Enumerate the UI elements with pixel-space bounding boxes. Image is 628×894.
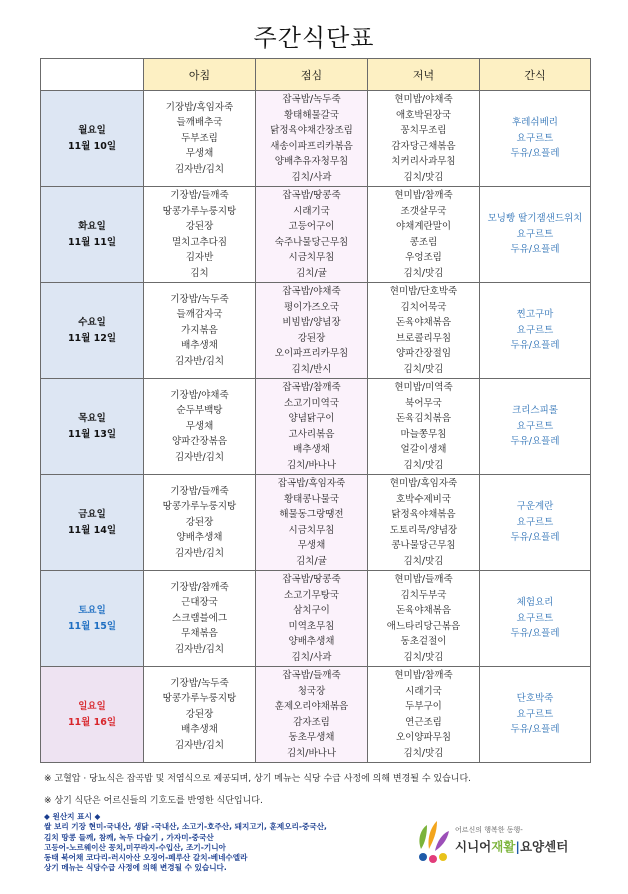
breakfast-item: 근대장국 (181, 597, 218, 609)
lunch-item: 오이파프리카무침 (274, 348, 349, 359)
corner-cell (41, 59, 144, 91)
lunch-item: 평이가즈오국 (283, 301, 340, 313)
lunch-item: 소고기미역국 (283, 397, 340, 409)
brand-logo (415, 817, 605, 867)
day-cell (41, 475, 144, 571)
snack-cell (480, 187, 591, 283)
origin-line: 고등어-노르웨이산 꽁치,미꾸라지-수입산, 조기-기니아 (44, 842, 226, 852)
day-name: 수요일 (78, 317, 106, 328)
snack-item: 요구르트 (516, 228, 554, 240)
snack-item: 두유/요플레 (510, 244, 560, 256)
lunch-item: 고사리볶음 (288, 428, 335, 440)
day-date: 11월 15일 (67, 620, 117, 632)
day-row (41, 187, 591, 283)
day-cell (41, 283, 144, 379)
lunch-item: 고등어구이 (288, 221, 335, 232)
brand-name-sep: | (515, 839, 520, 854)
lunch-item: 김치/사과 (291, 651, 332, 663)
day-date: 11월 12일 (67, 332, 117, 344)
lunch-item: 양념닭구이 (288, 413, 335, 424)
dinner-item: 김치/맛김 (403, 459, 444, 471)
lunch-item: 황태해물갈국 (283, 109, 340, 121)
day-row (41, 379, 591, 475)
lunch-item: 강된장 (297, 332, 326, 344)
lunch-item: 비빔밥/양념장 (282, 317, 341, 328)
dinner-item: 돈육야채볶음 (395, 317, 452, 328)
day-name: 월요일 (78, 125, 106, 136)
lunch-cell (256, 91, 368, 187)
breakfast-item: 김자반/김치 (174, 355, 225, 367)
dinner-item: 치커리사과무침 (391, 156, 456, 167)
snack-item: 단호박죽 (516, 693, 554, 705)
lunch-item: 잡곡밥/땅콩죽 (282, 190, 341, 201)
dinner-item: 연근조림 (405, 716, 442, 728)
dinner-item: 돈육야채볶음 (395, 605, 452, 616)
day-row (41, 91, 591, 187)
dinner-item: 김치어묵국 (400, 301, 447, 313)
snack-cell (480, 667, 591, 763)
day-cell (41, 667, 144, 763)
breakfast-item: 기장밥/녹두죽 (170, 293, 229, 305)
dinner-item: 애느타리당근볶음 (386, 620, 461, 632)
lunch-item: 김치/바나나 (286, 459, 337, 471)
snack-item: 요구르트 (516, 612, 554, 624)
dinner-item: 호박수제비국 (395, 493, 452, 505)
page-title: 주간식단표 (253, 24, 375, 52)
snack-cell (480, 283, 591, 379)
lunch-item: 미역초무침 (288, 620, 335, 632)
origin-header: ◆ 원산지 표시 ◆ (44, 812, 101, 821)
lunch-item: 김치/사과 (291, 171, 332, 183)
origin-line: 쌀 보리 기장 현미-국내산, 생닭 -국내산, 소고기-호주산, 돼지고기, 훈제오리-중국산, (44, 822, 327, 832)
breakfast-item: 순두부백탕 (176, 405, 223, 417)
dinner-item: 얼갈이생채 (400, 444, 447, 455)
lunch-item: 감자조림 (293, 716, 330, 728)
dinner-item: 김치/맛김 (403, 267, 444, 279)
lunch-item: 숙주나물당근무침 (274, 236, 349, 248)
breakfast-item: 두부조림 (181, 132, 218, 144)
dinner-item: 우엉조림 (405, 252, 442, 263)
day-row (41, 475, 591, 571)
breakfast-item: 김자반/김치 (174, 739, 225, 751)
breakfast-cell (144, 571, 256, 667)
breakfast-item: 멸치고추다짐 (171, 236, 228, 248)
dinner-item: 닭정육야채볶음 (391, 509, 456, 520)
snack-cell (480, 475, 591, 571)
day-date: 11월 10일 (67, 140, 117, 152)
dinner-item: 조갯살무국 (400, 205, 447, 217)
dinner-item: 도토리묵/양념장 (389, 524, 458, 536)
dinner-item: 야채계란말이 (395, 221, 452, 232)
dinner-item: 두부구이 (405, 701, 442, 712)
lunch-item: 시금치무침 (288, 252, 335, 263)
lunch-cell (256, 283, 368, 379)
day-row (41, 571, 591, 667)
dinner-item: 마늘쫑무침 (400, 428, 447, 440)
snack-item: 크리스피롤 (512, 405, 558, 417)
lunch-item: 시금치무침 (288, 524, 335, 536)
snack-item: 체험요리 (516, 597, 554, 609)
breakfast-cell (144, 283, 256, 379)
breakfast-cell (144, 667, 256, 763)
snack-item: 두유/요플레 (510, 148, 560, 160)
dinner-item: 김치/맛김 (403, 363, 444, 375)
day-cell (41, 91, 144, 187)
lunch-item: 새송이파프리카볶음 (270, 140, 353, 152)
day-cell (41, 379, 144, 475)
snack-item: 모닝빵 딸기잼샌드위치 (487, 213, 583, 225)
lunch-item: 김치/반시 (291, 363, 332, 375)
dinner-item: 브로콜리무침 (395, 332, 452, 344)
dinner-item: 김치/맛김 (403, 171, 444, 183)
dinner-item: 김치/맛김 (403, 555, 444, 567)
header-breakfast: 아침 (144, 59, 256, 91)
origin-line: 동태 북어채 코다리-러시아산 오징어-페루산 갈치-베네수엘라 (44, 853, 248, 863)
brand-leaf-icon (415, 819, 451, 865)
day-row (41, 667, 591, 763)
lunch-item: 김치/귤 (296, 555, 327, 567)
breakfast-item: 무채볶음 (181, 628, 218, 640)
dinner-item: 김치두부국 (400, 589, 447, 601)
lunch-item: 김치/바나나 (286, 747, 337, 759)
snack-item: 두유/요플레 (510, 532, 560, 544)
lunch-item: 잡곡밥/야채죽 (282, 286, 341, 297)
day-name: 화요일 (78, 221, 106, 232)
lunch-item: 시래기국 (293, 205, 330, 217)
snack-item: 요구르트 (516, 132, 554, 144)
breakfast-item: 김자반/김치 (174, 163, 225, 175)
origin-line: 상기 메뉴는 식당수급 사정에 의해 변경될 수 있습니다. (44, 863, 227, 873)
snack-item: 찐고구마 (516, 309, 554, 321)
dinner-item: 감자당근채볶음 (391, 140, 456, 152)
origin-section (44, 812, 404, 874)
dinner-item: 시래기국 (405, 685, 442, 697)
lunch-cell (256, 475, 368, 571)
day-name: 목요일 (78, 413, 106, 424)
lunch-item: 닭정육야채간장조림 (270, 125, 353, 136)
lunch-cell (256, 667, 368, 763)
snack-item: 요구르트 (516, 420, 554, 432)
breakfast-item: 김자반 (185, 252, 214, 263)
dinner-cell (368, 379, 480, 475)
lunch-item: 청국장 (297, 685, 326, 697)
lunch-item: 동초무생채 (288, 732, 335, 743)
snack-item: 후레쉬베리 (512, 117, 558, 129)
brand-tagline: 어르신의 행복한 동행- (455, 826, 523, 834)
day-cell (41, 571, 144, 667)
snack-item: 구운계란 (516, 501, 554, 513)
breakfast-item: 배추생채 (181, 724, 218, 736)
lunch-item: 배추생채 (293, 444, 330, 455)
breakfast-cell (144, 187, 256, 283)
breakfast-item: 기장밥/들깨죽 (170, 485, 229, 497)
lunch-item: 삼치구이 (293, 605, 330, 616)
dinner-cell (368, 667, 480, 763)
lunch-cell (256, 187, 368, 283)
dinner-cell (368, 571, 480, 667)
snack-item: 두유/요플레 (510, 724, 560, 736)
lunch-item: 양배추유자청무침 (274, 156, 349, 167)
dinner-item: 현미밥/미역죽 (394, 382, 453, 393)
day-row (41, 283, 591, 379)
dinner-item: 동초겉절이 (400, 636, 447, 647)
breakfast-item: 배추생채 (181, 340, 218, 352)
breakfast-item: 스크램블에그 (171, 612, 228, 624)
lunch-item: 양배추생채 (288, 636, 335, 647)
day-name: 일요일 (78, 701, 106, 712)
snack-item: 요구르트 (516, 324, 554, 336)
day-date: 11월 16일 (67, 716, 117, 728)
dinner-item: 콩조림 (409, 236, 438, 248)
lunch-item: 잡곡밥/참깨죽 (282, 382, 341, 393)
brand-name-part3: 요양센터 (519, 839, 569, 854)
dinner-item: 현미밥/참깨죽 (394, 190, 453, 201)
lunch-item: 잡곡밥/흑임자죽 (277, 478, 346, 489)
day-name: 토요일 (78, 605, 106, 616)
dinner-item: 돈육김치볶음 (395, 413, 452, 424)
breakfast-item: 기장밥/흑임자죽 (165, 101, 234, 113)
breakfast-item: 땅콩가루누룽지탕 (162, 693, 237, 705)
lunch-item: 황태콩나물국 (283, 493, 340, 505)
day-cell (41, 187, 144, 283)
breakfast-item: 들깨감자국 (176, 309, 223, 321)
breakfast-item: 기장밥/야채죽 (170, 389, 229, 401)
snack-cell (480, 91, 591, 187)
lunch-cell (256, 379, 368, 475)
breakfast-cell (144, 379, 256, 475)
dinner-item: 콩나물당근무침 (391, 540, 456, 551)
dinner-item: 현미밥/참깨죽 (394, 670, 453, 681)
breakfast-item: 강된장 (185, 221, 214, 232)
day-name: 금요일 (78, 509, 106, 520)
snack-cell (480, 379, 591, 475)
header-row (41, 59, 591, 91)
dinner-cell (368, 91, 480, 187)
dinner-cell (368, 283, 480, 379)
day-date: 11월 11일 (67, 236, 117, 248)
breakfast-cell (144, 475, 256, 571)
header-snack: 간식 (480, 59, 591, 91)
dinner-cell (368, 187, 480, 283)
breakfast-item: 들깨배추국 (176, 117, 223, 129)
lunch-item: 소고기무탕국 (283, 589, 340, 601)
note-low-salt: ※ 고혈압 · 당뇨식은 잡곡밥 및 저염식으로 제공되며, 상기 메뉴는 식당 수급 사정에 의해 변경될 수 있습니다. (44, 774, 472, 784)
brand-name-part2: 재활 (491, 839, 516, 854)
breakfast-item: 기장밥/녹두죽 (170, 677, 229, 689)
breakfast-item: 무생채 (185, 420, 214, 432)
breakfast-item: 가지볶음 (181, 324, 218, 336)
breakfast-item: 양배추생채 (176, 532, 223, 544)
dinner-item: 꽁치무조림 (400, 125, 447, 136)
header-lunch: 점심 (256, 59, 368, 91)
header-dinner: 저녁 (368, 59, 480, 91)
lunch-item: 잡곡밥/들깨죽 (282, 670, 341, 681)
day-date: 11월 13일 (67, 428, 117, 440)
lunch-cell (256, 571, 368, 667)
snack-cell (480, 571, 591, 667)
dinner-cell (368, 475, 480, 571)
dinner-item: 현미밥/단호박죽 (389, 286, 458, 297)
dinner-item: 김치/맛김 (403, 747, 444, 759)
day-date: 11월 14일 (67, 524, 117, 536)
snack-item: 요구르트 (516, 708, 554, 720)
brand-name (455, 837, 568, 855)
snack-item: 요구르트 (516, 516, 554, 528)
breakfast-item: 무생채 (185, 148, 214, 160)
origin-line: 김치 땅콩 들깨, 참깨, 녹두 다슬기 , 가자미-중국산 (44, 832, 214, 842)
lunch-item: 무생채 (297, 540, 326, 551)
breakfast-item: 기장밥/참깨죽 (170, 581, 229, 593)
breakfast-item: 김자반/김치 (174, 643, 225, 655)
snack-item: 두유/요플레 (510, 340, 560, 352)
breakfast-item: 땅콩가루누룽지탕 (162, 205, 237, 217)
lunch-item: 잡곡밥/땅콩죽 (282, 574, 341, 585)
breakfast-item: 땅콩가루누룽지탕 (162, 501, 237, 513)
lunch-item: 훈제오리야채볶음 (274, 701, 349, 712)
lunch-item: 잡곡밥/녹두죽 (282, 94, 341, 105)
dinner-item: 애호박된장국 (395, 109, 452, 121)
dinner-item: 현미밥/들깨죽 (394, 574, 453, 585)
breakfast-cell (144, 91, 256, 187)
note-preference: ※ 상기 식단은 어르신들의 기호도를 반영한 식단입니다. (44, 796, 263, 806)
lunch-item: 해물동그랑땡전 (279, 509, 344, 520)
weekly-menu-table (40, 58, 591, 763)
breakfast-item: 강된장 (185, 708, 214, 720)
dinner-item: 오이양파무침 (395, 732, 452, 743)
snack-item: 두유/요플레 (510, 628, 560, 640)
snack-item: 두유/요플레 (510, 436, 560, 448)
breakfast-item: 양파간장볶음 (171, 436, 228, 448)
dinner-item: 김치/맛김 (403, 651, 444, 663)
dinner-item: 북어무국 (405, 397, 442, 409)
dinner-item: 양파간장절임 (395, 348, 452, 359)
breakfast-item: 김자반/김치 (174, 451, 225, 463)
dinner-item: 현미밥/흑임자죽 (389, 478, 458, 489)
breakfast-item: 강된장 (185, 516, 214, 528)
breakfast-item: 기장밥/들깨죽 (170, 190, 229, 201)
dinner-item: 현미밥/야채죽 (394, 94, 453, 105)
breakfast-item: 김치 (190, 267, 209, 279)
lunch-item: 김치/귤 (296, 267, 327, 279)
breakfast-item: 김자반/김치 (174, 547, 225, 559)
brand-name-part1: 시니어 (455, 839, 492, 854)
